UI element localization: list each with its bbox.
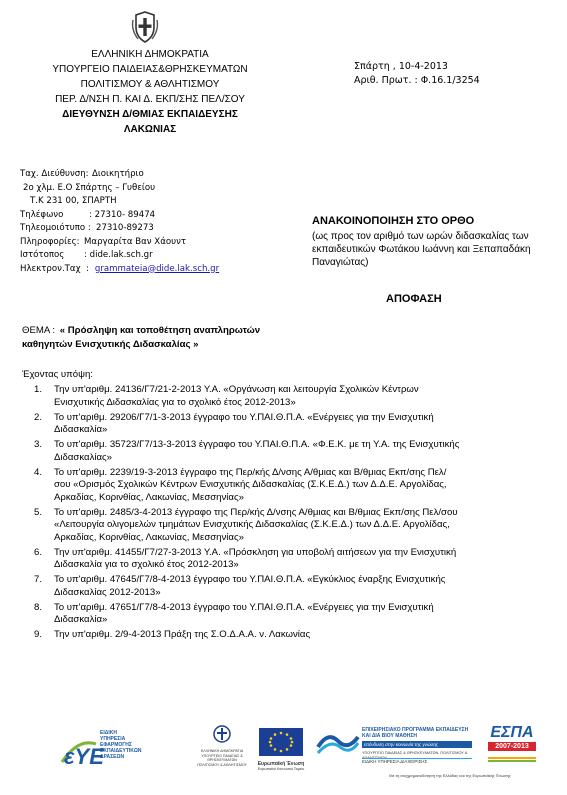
- email-separator: :: [86, 263, 89, 274]
- eye-logo: [60, 728, 140, 783]
- footer-logos: [0, 720, 567, 790]
- address-line-2-text: 2ο χλμ. Ε.Ο Σπάρτης – Γυθείου: [23, 182, 156, 193]
- header-line-2: ΥΠΟΥΡΓΕΙΟ ΠΑΙΔΕΙΑΣ&ΘΡΗΣΚΕΥΜΑΤΩΝ: [52, 64, 248, 75]
- eu-caption: Ευρωπαϊκή Ένωση: [257, 761, 305, 767]
- web-label: Ιστότοπος: [20, 250, 65, 260]
- place-date: Σπάρτη , 10-4-2013: [354, 61, 448, 72]
- decision-heading: ΑΠΟΦΑΣΗ: [386, 293, 442, 305]
- header-line-1: ΕΛΛΗΝΙΚΗ ΔΗΜΟΚΡΑΤΙΑ: [91, 49, 209, 60]
- espa-stripes-icon: [488, 756, 536, 764]
- ref-number: 4.: [34, 466, 43, 478]
- header-authority: [30, 47, 270, 137]
- address-label: Ταχ. Διεύθυνση:: [20, 169, 89, 179]
- ref-text: Το υπ'αριθμ. 2239/19-3-2013 έγγραφο της Περ/κής Δ/νσης Α/θμιας και Β/θμιας Εκπ/σης Πελ/σου «Ορισμός Σχολικών Κέντρων Ενισχυτικής Διδασκαλίας (Σ.Κ.Ε.Δ.) των Δ.Δ.Ε. Αργολίδας, Αρκαδίας, Κορινθίας, Λακωνίας, Μεσσηνίας»: [54, 466, 447, 503]
- coat-of-arms-emblem: [130, 10, 160, 44]
- subject-label: ΘΕΜΑ :: [22, 325, 56, 336]
- svg-text:εΥΕ: εΥΕ: [64, 744, 104, 769]
- program-management: ΕΙΔΙΚΗ ΥΠΗΡΕΣΙΑ ΔΙΑΧΕΙΡΙΣΗΣ: [362, 758, 472, 764]
- fax-row: [20, 222, 270, 236]
- announcement-block: [312, 214, 557, 269]
- web-value: : dide.lak.sch.gr: [84, 250, 153, 260]
- date-block: [354, 60, 554, 88]
- subject-block: [22, 324, 302, 352]
- ref-number: 5.: [34, 506, 43, 518]
- eu-logo: [252, 728, 310, 784]
- program-logo: [316, 725, 471, 775]
- fax-label: Τηλεομοιότυπο :: [20, 223, 91, 233]
- list-item: [20, 574, 460, 599]
- list-item: [20, 602, 460, 627]
- program-wave-icon: [316, 729, 360, 755]
- list-item: [20, 629, 460, 642]
- ref-number: 7.: [34, 574, 43, 585]
- list-item: [20, 547, 460, 572]
- ref-number: 1.: [34, 384, 43, 395]
- ref-text: Την υπ'αριθμ. 24136/Γ7/21-2-2013 Υ.Α. «Οργάνωση και λειτουργία Σχολικών Κέντρων Ενισχυτικής Διδασκαλίας για το σχολικό έτος 2012-2013»: [54, 384, 419, 408]
- list-item: [20, 412, 460, 437]
- list-item: [20, 439, 460, 464]
- contact-block: [20, 168, 270, 276]
- espa-title: ΕΣΠΑ: [490, 724, 534, 741]
- info-row: [20, 236, 270, 250]
- header-line-4: ΠΕΡ. Δ/ΝΣΗ Π. ΚΑΙ Δ. ΕΚΠ/ΣΗΣ ΠΕΛ/ΣΟΥ: [55, 94, 245, 105]
- protocol-number: Αριθ. Πρωτ. : Φ.16.1/3254: [354, 75, 480, 86]
- list-item: [20, 507, 460, 545]
- espa-years: 2007-2013: [488, 742, 536, 751]
- eu-flag-icon: [259, 728, 303, 756]
- greek-coat-of-arms-icon: [130, 10, 160, 44]
- coat-of-arms-icon: [212, 724, 232, 744]
- phone-label: Τηλέφωνο: [20, 209, 64, 220]
- eu-subcaption: Ευρωπαϊκό Κοινωνικό Ταμείο: [257, 767, 305, 771]
- email-label: Ηλεκτρον.Ταχ: [20, 263, 81, 274]
- program-title: ΕΠΙΧΕΙΡΗΣΙΑΚΟ ΠΡΟΓΡΑΜΜΑ ΕΚΠΑΙΔΕΥΣΗ ΚΑΙ ΔΙΑ ΒΙΟΥ ΜΑΘΗΣΗ: [362, 727, 469, 739]
- announcement-subtitle: (ως προς τον αριθμό των ωρών διδασκαλίας των εκπαιδευτικών Φωτάκου Ιωάννη και Ξεπαπαδάκη Παναγιώτας): [312, 231, 531, 268]
- address-value: Διοικητήριο: [92, 169, 144, 179]
- address-line-3-text: Τ.Κ 231 00, ΣΠΑΡΤΗ: [30, 196, 117, 206]
- info-value: Μαργαρίτα Βαν Χάουντ: [84, 236, 187, 247]
- phone-row: [20, 209, 270, 223]
- list-item: [20, 384, 460, 409]
- announcement-title: ΑΝΑΚΟΙΝΟΠΟΙΗΣΗ ΣΤΟ ΟΡΘΟ: [312, 215, 475, 227]
- ref-text: Το υπ'αριθμ. 35723/Γ7/13-3-2013 έγγραφο του Υ.ΠΑΙ.Θ.Π.Α. «Φ.Ε.Κ. με τη Υ.Α. της Ενισχυτικής Διδασκαλίας»: [54, 439, 460, 463]
- email-link[interactable]: grammateia@dide.lak.sch.gr: [94, 263, 220, 274]
- ref-text: Το υπ'αριθμ. 47645/Γ7/8-4-2013 έγγραφο του Υ.ΠΑΙ.Θ.Π.Α. «Εγκύκλιος έναρξης Ενισχυτικής Διδασκαλίας 2012-2013»: [54, 574, 446, 598]
- references-list: [20, 384, 460, 644]
- program-subtitle: ΥΠΟΥΡΓΕΙΟ ΠΑΙΔΕΙΑΣ & ΘΡΗΣΚΕΥΜΑΤΩΝ, ΠΟΛΙΤΙΣΜΟΥ & ΑΘΛΗΤΙΣΜΟΥ: [362, 751, 468, 760]
- ref-text: Την υπ'αριθμ. 41455/Γ7/27-3-2013 Υ.Α. «Πρόσκληση για υποβολή αιτήσεων για την Ενισχυτική Διδασκαλία για το σχολικό έτος 2012-2013»: [54, 546, 457, 570]
- ref-number: 2.: [34, 411, 43, 423]
- address-line-3: [20, 195, 270, 209]
- ref-number: 9.: [34, 629, 43, 640]
- list-item: [20, 467, 460, 505]
- ministry-caption: ΕΛΛΗΝΙΚΗ ΔΗΜΟΚΡΑΤΙΑ ΥΠΟΥΡΓΕΙΟ ΠΑΙΔΕΙΑΣ & ΘΡΗΣΚΕΥΜΑΤΩΝ ΠΟΛΙΤΙΣΜΟΥ & ΑΘΛΗΤΙΣΜΟΥ: [197, 749, 247, 767]
- ref-number: 6.: [34, 546, 43, 558]
- ref-text: Το υπ'αριθμ. 29206/Γ7/1-3-2013 έγγραφο του Υ.ΠΑΙ.Θ.Π.Α. «Ενέργειες για την Ενισχυτική Διδασκαλία»: [54, 411, 434, 435]
- ref-number: 3.: [34, 439, 43, 450]
- eye-logo-icon: [60, 732, 104, 772]
- ministry-logo: [196, 724, 248, 784]
- ref-text: Το υπ'αριθμ. 47651/Γ7/8-4-2013 έγγραφο του Υ.ΠΑΙ.Θ.Π.Α. «Ενέργειες για την Ενισχυτική Διδασκαλία»: [54, 601, 434, 625]
- eye-caption: ΕΙΔΙΚΗ ΥΠΗΡΕΣΙΑ ΕΦΑΡΜΟΓΗΣ ΕΚΠΑΙΔΕΥΤΙΚΩΝ ΔΡΑΣΕΩΝ: [100, 730, 142, 760]
- cofinance-caption: Με τη συγχρηματοδότηση της Ελλάδας και της Ευρωπαϊκής Ένωσης: [389, 773, 511, 778]
- phone-value: : 27310- 89474: [89, 209, 156, 220]
- header-line-3: ΠΟΛΙΤΙΣΜΟΥ & ΑΘΛΗΤΙΣΜΟΥ: [80, 79, 220, 90]
- program-slogan: επένδυση στην κοινωνία της γνώσης: [362, 741, 472, 748]
- header-bold-line-1: ΔΙΕΥΘΥΝΣΗ Δ/ΘΜΙΑΣ ΕΚΠΑΙΔΕΥΣΗΣ: [62, 109, 238, 120]
- info-label: Πληροφορίες:: [20, 236, 80, 247]
- fax-value: 27310-89273: [96, 223, 154, 233]
- ref-text: Την υπ'αριθμ. 2/9-4-2013 Πράξη της Σ.Ο.Δ.Α.Α. ν. Λακωνίας: [54, 629, 311, 640]
- web-row: [20, 249, 270, 263]
- address-row: [20, 168, 270, 182]
- espa-logo: [482, 724, 542, 770]
- subject-text: « Πρόσληψη και τοποθέτηση αναπληρωτών καθηγητών Ενισχυτικής Διδασκαλίας »: [22, 325, 261, 350]
- considering-heading: Έχοντας υπόψη:: [22, 369, 93, 380]
- ref-text: Το υπ'αριθμ. 2485/3-4-2013 έγγραφο της Περ/κής Δ/νσης Α/θμιας και Β/θμιας Εκπ/σης Πελ/σου «Λειτουργία ολιγομελών τμημάτων Ενισχυτικής Διδασκαλίας (Σ.Κ.Ε.Δ.) των Δ.Δ.Ε. Αργολίδας, Αρκαδίας, Κορινθίας, Λακωνίας, Μεσσηνίας»: [54, 506, 458, 543]
- email-row: [20, 263, 270, 277]
- header-bold-line-2: ΛΑΚΩΝΙΑΣ: [123, 124, 177, 135]
- address-line-2: [20, 182, 270, 196]
- ref-number: 8.: [34, 601, 43, 613]
